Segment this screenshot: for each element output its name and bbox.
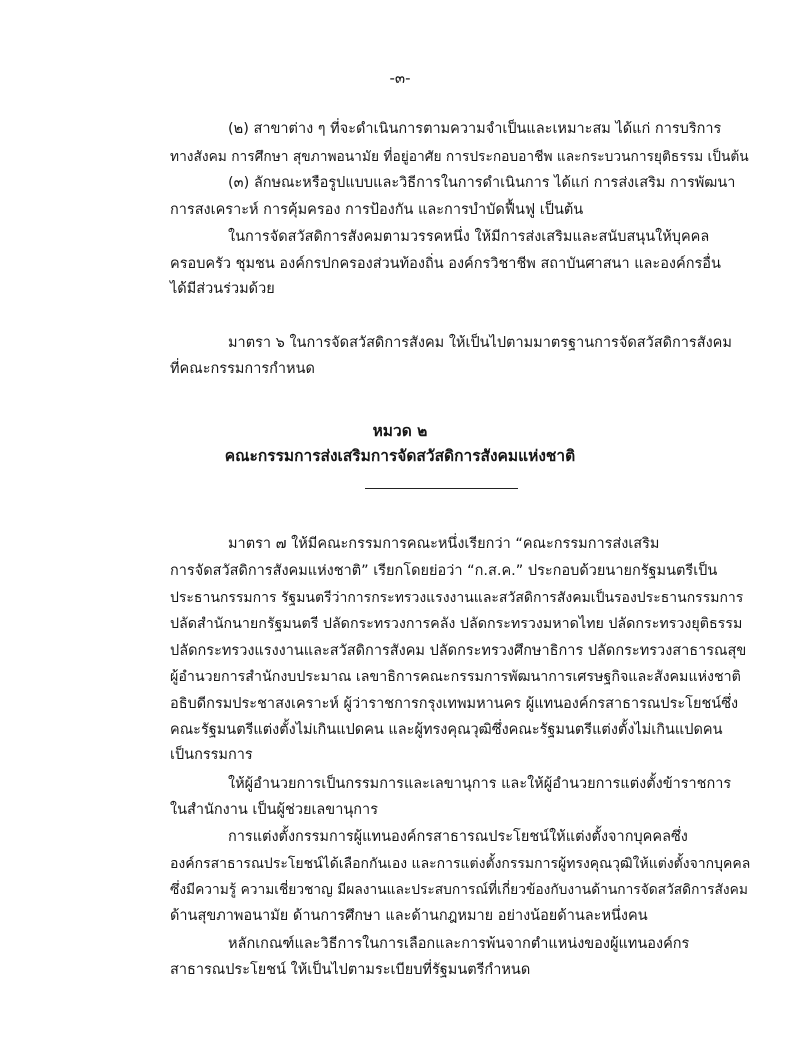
text-line: การสงเคราะห์ การคุ้มครอง การป้องกัน และการบำบัดฟื้นฟู เป็นต้น [170, 202, 584, 218]
chapter-title: หมวด ๒ [372, 422, 428, 440]
section-7-para4-line: สาธารณประโยชน์ ให้เป็นไปตามระเบียบที่รัฐมนตรีกำหนด [170, 962, 531, 978]
section-7-line: เป็นกรรมการ [170, 747, 253, 763]
text-line: ทางสังคม การศึกษา สุขภาพอนามัย ที่อยู่อาศัย การประกอบอาชีพ และกระบวนการยุติธรรม เป็นต้น [170, 149, 749, 165]
section-6-line: ที่คณะกรรมการกำหนด [170, 361, 315, 377]
section-7-line: ผู้อำนวยการสำนักงบประมาณ เลขาธิการคณะกรรมการพัฒนาการเศรษฐกิจและสังคมแห่งชาติ [170, 669, 741, 685]
text-line: ครอบครัว ชุมชน องค์กรปกครองส่วนท้องถิ่น องค์กรวิชาชีพ สถาบันศาสนา และองค์กรอื่น [170, 256, 721, 272]
text-line: ในการจัดสวัสดิการสังคมตามวรรคหนึ่ง ให้มีการส่งเสริมและสนับสนุนให้บุคคล [228, 229, 710, 245]
text-line: ได้มีส่วนร่วมด้วย [170, 281, 275, 297]
chapter-subtitle: คณะกรรมการส่งเสริมการจัดสวัสดิการสังคมแห่งชาติ [224, 447, 576, 465]
section-7-para3-line: ด้านสุขภาพอนามัย ด้านการศึกษา และด้านกฎหมาย อย่างน้อยด้านละหนึ่งคน [170, 908, 648, 924]
section-6-line: มาตรา ๖ ในการจัดสวัสดิการสังคม ให้เป็นไปตามมาตรฐานการจัดสวัสดิการสังคม [228, 335, 732, 351]
section-7-line: ประธานกรรมการ รัฐมนตรีว่าการกระทรวงแรงงานและสวัสดิการสังคมเป็นรองประธานกรรมการ [170, 590, 744, 606]
section-7-para3-line: การแต่งตั้งกรรมการผู้แทนองค์กรสาธารณประโยชน์ให้แต่งตั้งจากบุคคลซึ่ง [228, 829, 688, 845]
section-7-line: ปลัดสำนักนายกรัฐมนตรี ปลัดกระทรวงการคลัง ปลัดกระทรวงมหาดไทย ปลัดกระทรวงยุติธรรม [170, 616, 743, 632]
section-7-line: มาตรา ๗ ให้มีคณะกรรมการคณะหนึ่งเรียกว่า “คณะกรรมการส่งเสริม [228, 536, 660, 552]
text-line: (๓) ลักษณะหรือรูปแบบและวิธีการในการดำเนินการ ได้แก่ การส่งเสริม การพัฒนา [228, 175, 736, 191]
section-7-para4-line: หลักเกณฑ์และวิธีการในการเลือกและการพ้นจากตำแหน่งของผู้แทนองค์กร [228, 936, 690, 952]
heading-divider [365, 488, 518, 489]
section-7-para2-line: ในสำนักงาน เป็นผู้ช่วยเลขานุการ [170, 802, 378, 818]
section-7-para3-line: ซึ่งมีความรู้ ความเชี่ยวชาญ มีผลงานและประสบการณ์ที่เกี่ยวข้องกับงานด้านการจัดสวัสดิการสังคม [170, 882, 748, 898]
section-7-line: คณะรัฐมนตรีแต่งตั้งไม่เกินแปดคน และผู้ทรงคุณวุฒิซึ่งคณะรัฐมนตรีแต่งตั้งไม่เกินแปดคน [170, 722, 723, 738]
section-7-line: การจัดสวัสดิการสังคมแห่งชาติ” เรียกโดยย่อว่า “ก.ส.ค.” ประกอบด้วยนายกรัฐมนตรีเป็น [170, 563, 718, 579]
section-7-line: ปลัดกระทรวงแรงงานและสวัสดิการสังคม ปลัดกระทรวงศึกษาธิการ ปลัดกระทรวงสาธารณสุข [170, 643, 747, 659]
section-7-line: อธิบดีกรมประชาสงเคราะห์ ผู้ว่าราชการกรุงเทพมหานคร ผู้แทนองค์กรสาธารณประโยชน์ซึ่ง [170, 696, 739, 712]
section-7-para2-line: ให้ผู้อำนวยการเป็นกรรมการและเลขานุการ และให้ผู้อำนวยการแต่งตั้งข้าราชการ [228, 776, 732, 792]
section-7-para3-line: องค์กรสาธารณประโยชน์ได้เลือกกันเอง และการแต่งตั้งกรรมการผู้ทรงคุณวุฒิให้แต่งตั้งจากบุคคล [170, 856, 751, 872]
page-number: -๓- [389, 69, 411, 87]
text-line: (๒) สาขาต่าง ๆ ที่จะดำเนินการตามความจำเป็นและเหมาะสม ได้แก่ การบริการ [228, 121, 722, 137]
